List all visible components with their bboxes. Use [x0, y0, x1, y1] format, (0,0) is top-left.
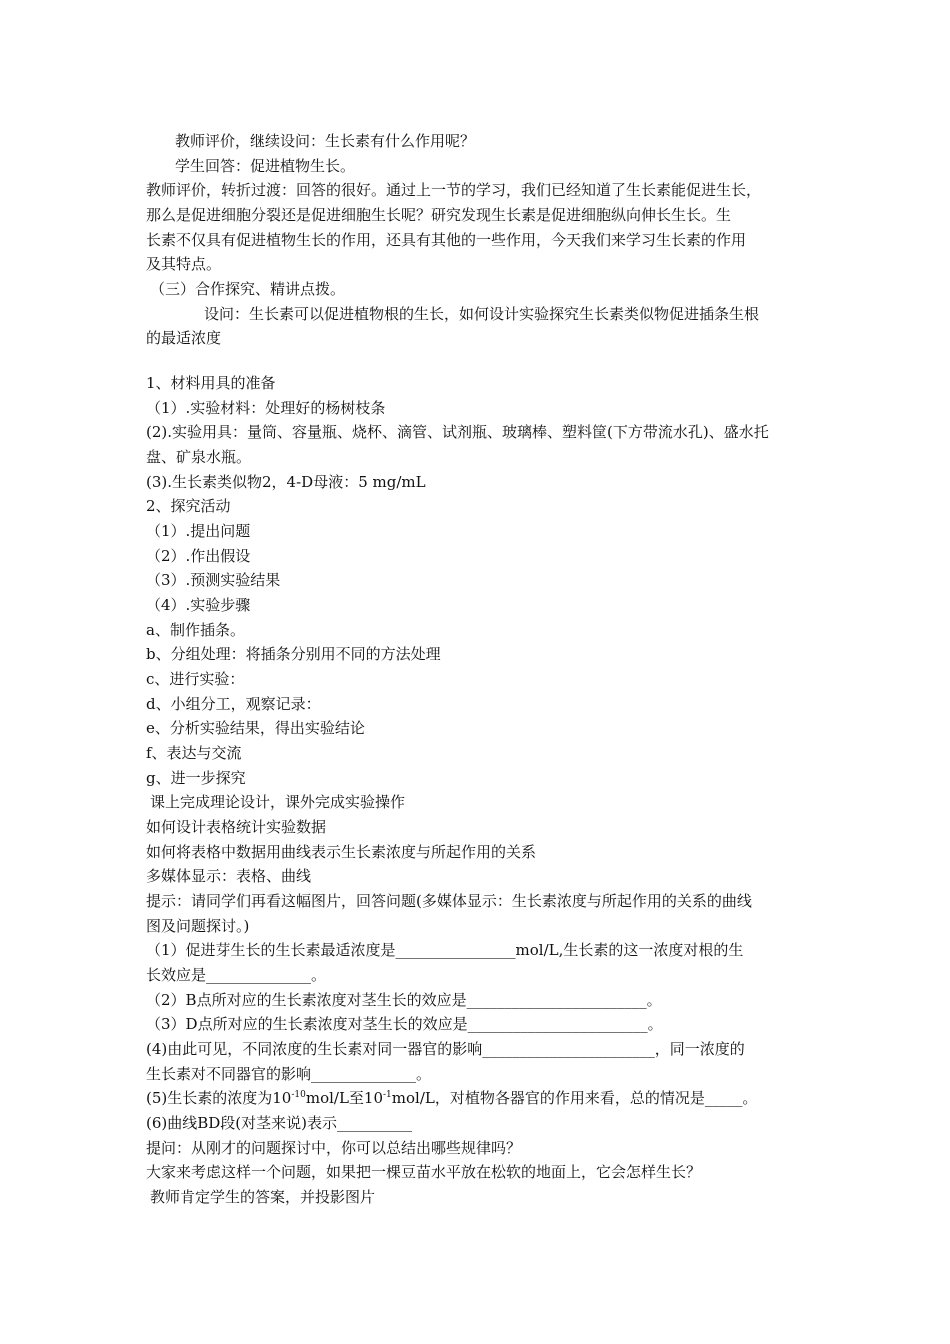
text-line: (2).实验用具：量筒、容量瓶、烧杯、滴管、试剂瓶、玻璃棒、塑料筐(下方带流水孔)、盛水托 — [146, 423, 769, 441]
text-line: 多媒体显示：表格、曲线 — [146, 867, 312, 885]
section-heading: 1、材料用具的准备 — [146, 374, 276, 392]
text-line: a、制作插条。 — [146, 621, 245, 639]
text-line: b、分组处理：将插条分别用不同的方法处理 — [146, 645, 441, 663]
text-line: 长素不仅具有促进植物生长的作用，还具有其他的一些作用，今天我们来学习生长素的作用 — [146, 231, 747, 249]
text-line: 大家来考虑这样一个问题，如果把一棵豆苗水平放在松软的地面上，它会怎样生长？ — [146, 1163, 702, 1181]
text-line: g、进一步探究 — [146, 769, 246, 787]
text-line: （2）.作出假设 — [146, 547, 251, 565]
question-line: （2）B点所对应的生长素浓度对茎生长的效应是________________________。 — [146, 991, 662, 1009]
text-line: 教师评价，继续设问：生长素有什么作用呢？ — [175, 132, 476, 150]
text-line: 学生回答：促进植物生长。 — [175, 157, 356, 175]
text-line: （4）.实验步骤 — [146, 596, 251, 614]
text-line: 那么是促进细胞分裂还是促进细胞生长呢？研究发现生长素是促进细胞纵向伸长生长。生 — [146, 206, 732, 224]
question-line: （3）D点所对应的生长素浓度对茎生长的效应是________________________。 — [146, 1015, 663, 1033]
text-line: (3).生长素类似物2，4-D母液：5 mg/mL — [146, 473, 426, 491]
text-line: 如何设计表格统计实验数据 — [146, 818, 327, 836]
text-line: 的最适浓度 — [146, 329, 222, 347]
text-line: 如何将表格中数据用曲线表示生长素浓度与所起作用的关系 — [146, 843, 537, 861]
text-line: f、表达与交流 — [146, 744, 242, 762]
text-line: 教师肯定学生的答案，并投影图片 — [150, 1188, 376, 1206]
text-line: 图及问题探讨。) — [146, 917, 250, 935]
section-heading: （三）合作探究、精讲点拨。 — [150, 280, 346, 298]
text-line: e、分析实验结果，得出实验结论 — [146, 719, 365, 737]
text-line: c、进行实验： — [146, 670, 245, 688]
text-line: 及其特点。 — [146, 255, 222, 273]
text-line: 提示：请同学们再看这幅图片，回答问题(多媒体显示：生长素浓度与所起作用的关系的曲线 — [146, 892, 752, 910]
text-line: d、小组分工，观察记录： — [146, 695, 321, 713]
exponent: -10 — [291, 1090, 306, 1100]
question-line: （1）促进芽生长的生长素最适浓度是________________mol/L,生长素的这一浓度对根的生 — [146, 941, 744, 959]
text-line: 教师评价，转折过渡：回答的很好。通过上一节的学习，我们已经知道了生长素能促进生长， — [146, 181, 762, 199]
text-line: （3）.预测实验结果 — [146, 571, 281, 589]
question-line-5: (5)生长素的浓度为$10^{-10}mol/L$至$10^{-1}mol/L$，对植物各器官的作用来看，总的情况是_____。 — [146, 1089, 758, 1107]
text-line: 提问：从刚才的问题探讨中，你可以总结出哪些规律吗？ — [146, 1139, 522, 1157]
exponent: -1 — [383, 1090, 392, 1100]
text-line: 设问：生长素可以促进植物根的生长，如何设计实验探究生长素类似物促进插条生根 — [204, 305, 760, 323]
text-line: 课上完成理论设计，课外完成实验操作 — [150, 793, 406, 811]
section-heading: 2、探究活动 — [146, 497, 231, 515]
text-line: （1）.提出问题 — [146, 522, 251, 540]
question-line: (6)曲线BD段(对茎来说)表示__________ — [146, 1114, 413, 1132]
question-line: 长效应是______________。 — [146, 966, 327, 984]
question-line: 生长素对不同器官的影响______________。 — [146, 1065, 432, 1083]
question-line: (4)由此可见，不同浓度的生长素对同一器官的影响_______________________，同一浓度的 — [146, 1040, 745, 1058]
text-line: （1）.实验材料：处理好的杨树枝条 — [146, 399, 386, 417]
text-line: 盘、矿泉水瓶。 — [146, 448, 252, 466]
